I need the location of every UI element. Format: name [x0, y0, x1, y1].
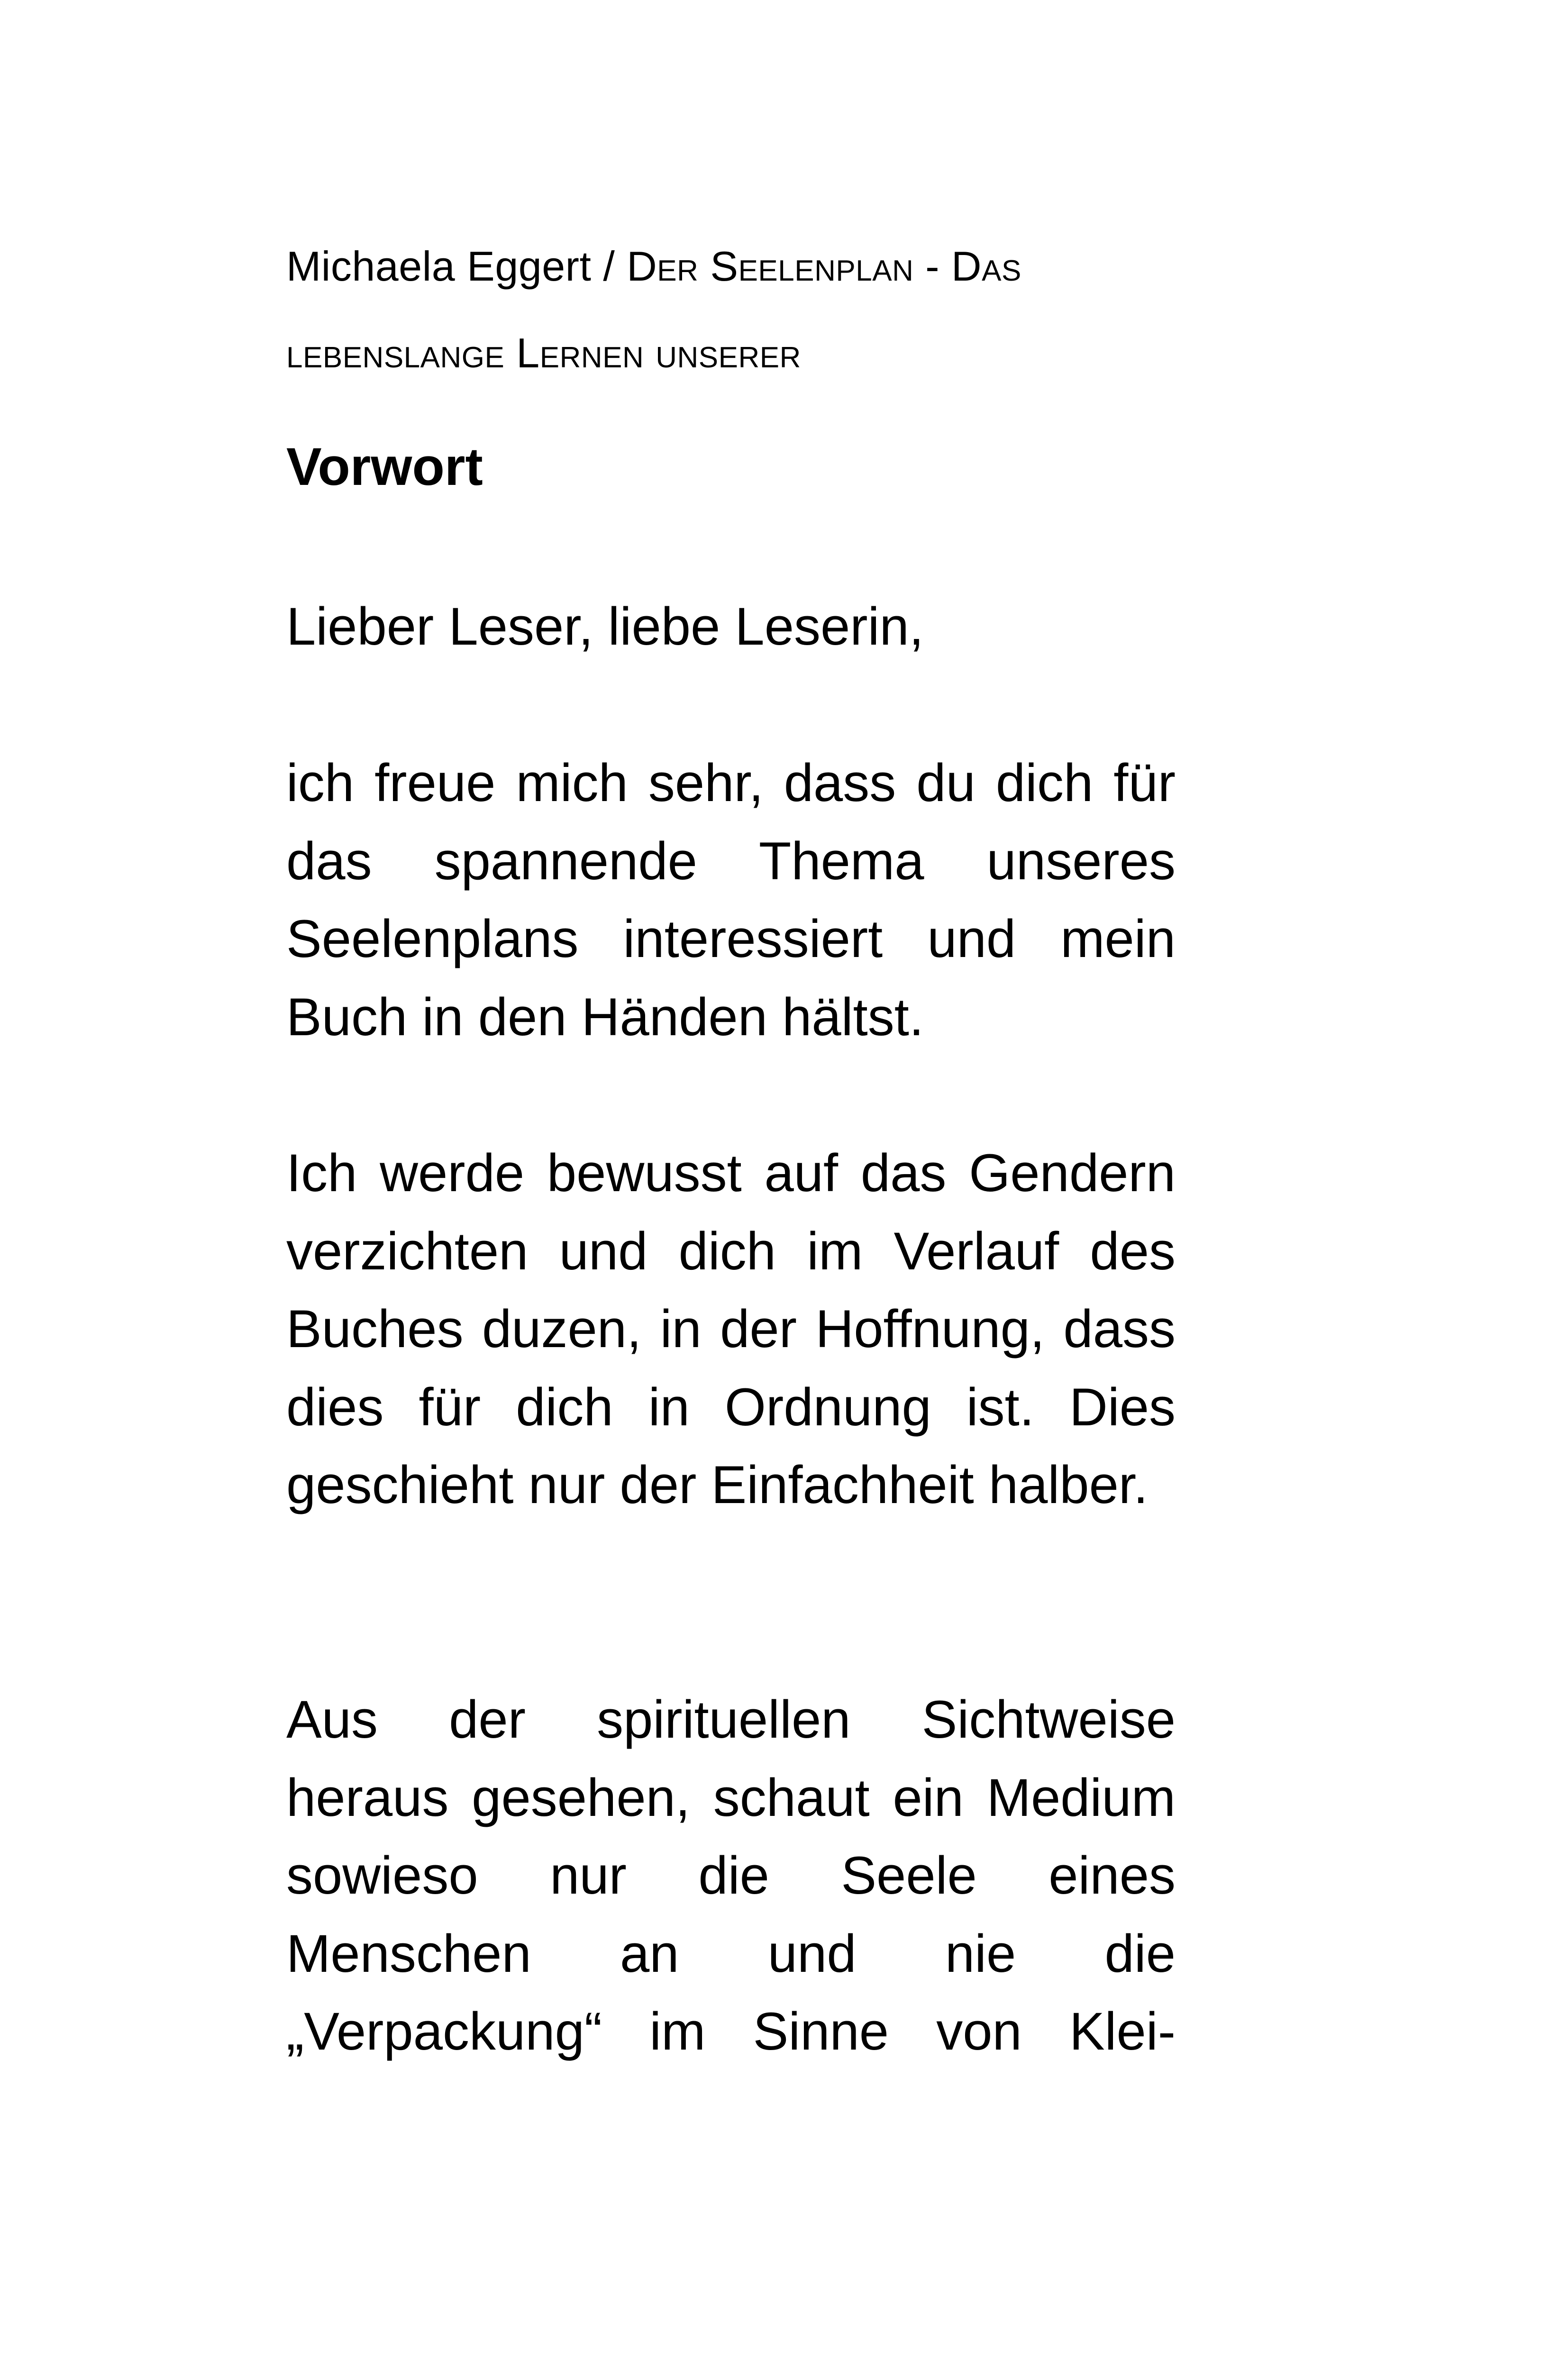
running-header	[286, 223, 1187, 396]
paragraph-3: Aus der spirituellen Sichtweise heraus gesehen, schaut ein Medium sowieso nur die Seele eines Menschen an und nie die „Verpackung“ im Sinne von Klei-	[286, 1690, 1176, 2061]
paragraph-1: ich freue mich sehr, dass du dich für das spannende Thema unseres Seelenplans interessiert und mein Buch in den Händen hältst.	[286, 753, 1176, 1047]
paragraph-2: Ich werde bewusst auf das Gendern verzichten und dich im Verlauf des Buches duzen, in der Hoffnung, dass dies für dich in Ordnung ist. Dies geschieht nur der Einfachheit halber.	[286, 1143, 1176, 1514]
header-title-line-1: Der Seelenplan - Das	[627, 243, 1021, 290]
header-title-line-2: lebenslange Lernen unserer	[286, 329, 801, 376]
chapter-heading: Vorwort	[286, 437, 483, 496]
header-author: Michaela Eggert /	[286, 243, 627, 290]
greeting: Lieber Leser, liebe Leserin,	[286, 597, 924, 656]
